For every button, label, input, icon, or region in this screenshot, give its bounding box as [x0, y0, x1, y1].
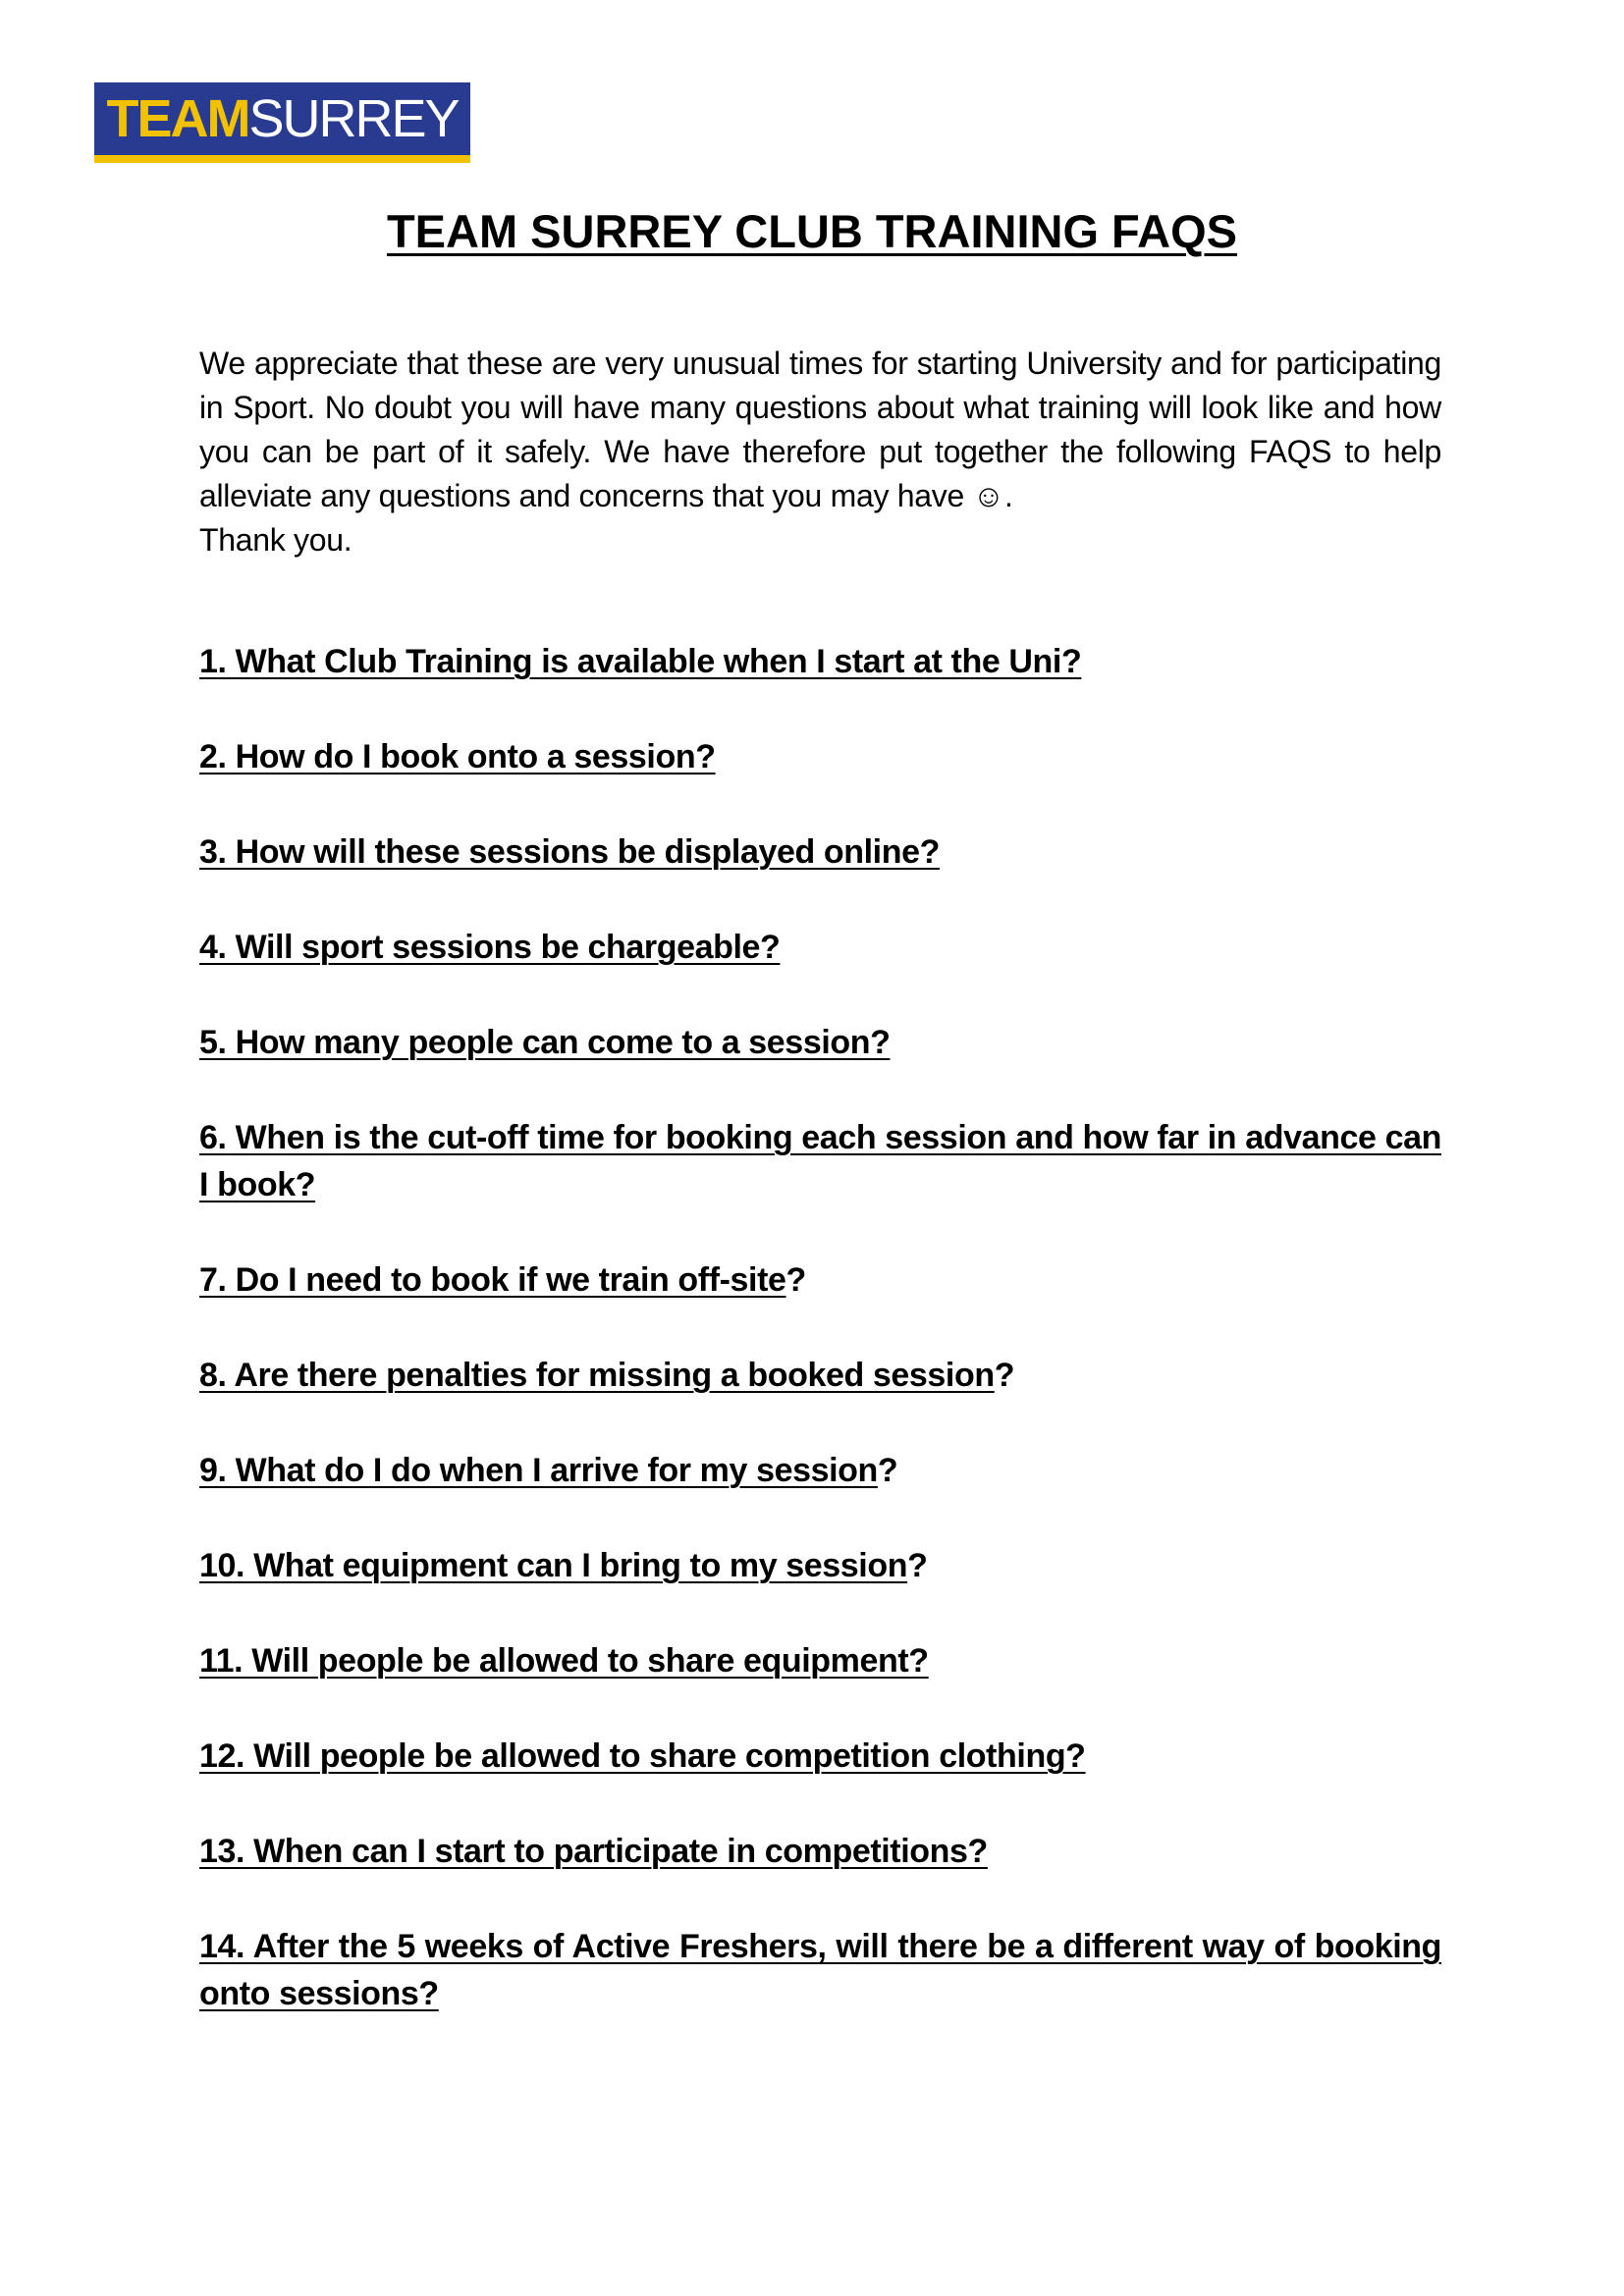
intro-period: . [1003, 478, 1013, 513]
intro-paragraph [199, 342, 1441, 562]
faq-question-14: 14. After the 5 weeks of Active Freshers, will there be a different way of booking onto sessions? [199, 1928, 1441, 2012]
faq-question-6: 6. When is the cut-off time for booking each session and how far in advance can I book? [199, 1119, 1441, 1203]
faq-question-8: 8. Are there penalties for missing a booked session? [199, 1357, 1015, 1394]
faq-question-9: 9. What do I do when I arrive for my session? [199, 1452, 898, 1489]
logo-text-team: TEAM [106, 89, 249, 148]
smile-emoji-icon: ☺ [972, 478, 1004, 513]
logo-text-surrey: SURREY [248, 89, 459, 148]
faq-question-3: 3. How will these sessions be displayed online? [199, 833, 940, 871]
faq-question-7: 7. Do I need to book if we train off-site? [199, 1261, 806, 1299]
faq-question-1: 1. What Club Training is available when I start at the Uni? [199, 643, 1082, 680]
intro-closing: Thank you. [199, 522, 352, 558]
intro-text: We appreciate that these are very unusual times for starting University and for participating in Sport. No doubt you will have many questions about what training will look like and how you can be part of it safely. We have therefore put together the following FAQS to help alleviate any questions and concerns that you may have [199, 346, 1441, 513]
faq-question-11: 11. Will people be allowed to share equipment? [199, 1642, 929, 1680]
faq-question-5: 5. How many people can come to a session? [199, 1024, 891, 1061]
page-title: TEAM SURREY CLUB TRAINING FAQS [386, 205, 1238, 257]
faq-question-10: 10. What equipment can I bring to my session? [199, 1547, 928, 1584]
faq-question-2: 2. How do I book onto a session? [199, 738, 716, 775]
faq-question-12: 12. Will people be allowed to share competition clothing? [199, 1737, 1086, 1775]
faq-question-4: 4. Will sport sessions be chargeable? [199, 929, 781, 966]
team-surrey-logo [94, 82, 470, 163]
faq-question-13: 13. When can I start to participate in competitions? [199, 1833, 988, 1870]
